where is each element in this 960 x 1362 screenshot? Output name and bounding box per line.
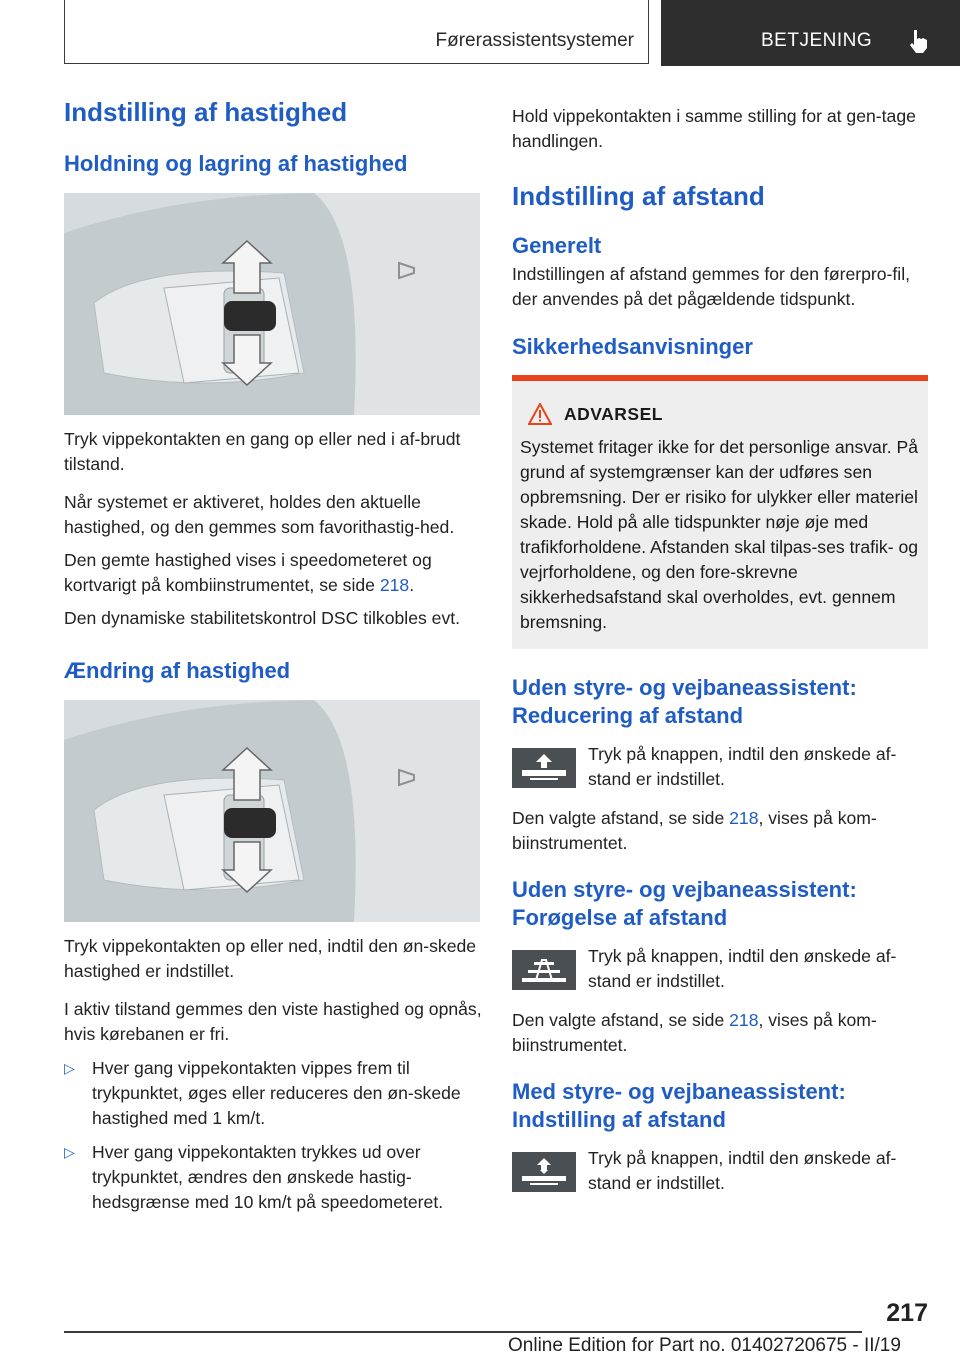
page-number: 217 xyxy=(886,1299,928,1327)
heading-speed: Indstilling af hastighed xyxy=(64,97,348,127)
heading-general: Generelt xyxy=(512,233,602,258)
heading-increase-distance: Uden styre- og vejbaneassistent: Forøgelse af afstand xyxy=(512,877,857,930)
warning-triangle-icon xyxy=(528,403,552,425)
right-column xyxy=(512,104,928,1196)
triangle-bullet-icon: ▷ xyxy=(64,1144,75,1160)
distance-increase-icon xyxy=(512,950,576,990)
list-item: ▷ Hver gang vippekontakten vippes frem til trykpunktet, øges eller reduceres den øn-skede hastighed med 1 km/t. xyxy=(64,1056,484,1131)
chapter-tab xyxy=(661,0,960,66)
steering-wheel-image xyxy=(64,193,480,415)
paragraph-system-active: Når systemet er aktiveret, holdes den aktuelle hastighed, og den gemmes som favorithastig-hed. xyxy=(64,492,455,537)
section-title: Førerassistentsystemer xyxy=(435,30,634,51)
heading-distance: Indstilling af afstand xyxy=(512,181,765,211)
heading-hold-speed: Holdning og lagring af hastighed xyxy=(64,151,408,176)
footer-divider xyxy=(64,1331,862,1333)
paragraph-with-assistant: Tryk på knappen, indtil den ønskede af-stand er indstillet. xyxy=(588,1148,897,1193)
increase-distance-row xyxy=(512,944,928,994)
paragraph-general: Indstillingen af afstand gemmes for den førerpro-fil, der anvendes på det pågældende tidspunkt. xyxy=(512,264,910,309)
edition-note: Online Edition for Part no. 01402720675 - II/19 xyxy=(508,1335,901,1356)
left-column xyxy=(64,96,484,1215)
distance-reduce-icon xyxy=(512,748,576,788)
warning-title: ADVARSEL xyxy=(564,403,663,424)
list-item: ▷ Hver gang vippekontakten trykkes ud over trykpunktet, ændres den ønskede hastig-hedsgrænse med 10 km/t på speedometeret. xyxy=(64,1140,484,1215)
page-link[interactable]: 218 xyxy=(729,808,759,828)
page-link[interactable]: 218 xyxy=(379,575,410,595)
hand-pointer-icon xyxy=(905,26,933,54)
paragraph-press-once: Tryk vippekontakten en gang op eller ned i af-brudt tilstand. xyxy=(64,429,461,474)
paragraph-saved-speed: Den gemte hastighed vises i speedometeret og kortvarigt på kombiinstrumentet, se side 218. xyxy=(64,550,432,595)
with-assistant-row xyxy=(512,1146,928,1196)
paragraph-increase: Tryk på knappen, indtil den ønskede af-stand er indstillet. xyxy=(588,946,897,991)
heading-change-speed: Ændring af hastighed xyxy=(64,658,291,683)
paragraph-active-saved: I aktiv tilstand gemmes den viste hastighed og opnås, hvis kørebanen er fri. xyxy=(64,999,482,1044)
steering-wheel-image-2 xyxy=(64,700,480,922)
paragraph-repeat: Hold vippekontakten i samme stilling for at gen-tage handlingen. xyxy=(512,106,916,151)
distance-assistant-icon xyxy=(512,1152,576,1192)
warning-box xyxy=(512,375,928,649)
heading-safety: Sikkerhedsanvisninger xyxy=(512,334,753,359)
triangle-bullet-icon: ▷ xyxy=(64,1060,75,1076)
reduce-distance-row xyxy=(512,742,928,792)
paragraph-reduce: Tryk på knappen, indtil den ønskede af-stand er indstillet. xyxy=(588,744,897,789)
section-tab xyxy=(64,0,649,64)
page-link[interactable]: 218 xyxy=(729,1010,759,1030)
paragraph-dsc: Den dynamiske stabilitetskontrol DSC tilkobles evt. xyxy=(64,608,461,628)
paragraph-increase-shown: Den valgte afstand, se side 218, vises på kom-biinstrumentet. xyxy=(512,1010,877,1055)
heading-with-assistant: Med styre- og vejbaneassistent: Indstilling af afstand xyxy=(512,1079,846,1132)
warning-text: Systemet fritager ikke for det personlige ansvar. På grund af systemgrænser kan der udføres sen opbremsning. Der er risiko for ulykker eller materiel skade. Hold på alle tidspunkter nøje øje med trafikforholdene. Afstanden skal tilpas-ses trafik- og vejrforholdene, og den fore-skrevne sikkerhedsafstand skal overholdes, evt. gennem bremsning. xyxy=(520,437,919,632)
page-header xyxy=(0,0,960,66)
warning-header xyxy=(528,403,920,425)
chapter-title: BETJENING xyxy=(761,30,873,51)
heading-reduce-distance: Uden styre- og vejbaneassistent: Reducering af afstand xyxy=(512,675,857,728)
paragraph-press-until: Tryk vippekontakten op eller ned, indtil den øn-skede hastighed er indstillet. xyxy=(64,936,477,981)
paragraph-reduce-shown: Den valgte afstand, se side 218, vises på kom-biinstrumentet. xyxy=(512,808,877,853)
